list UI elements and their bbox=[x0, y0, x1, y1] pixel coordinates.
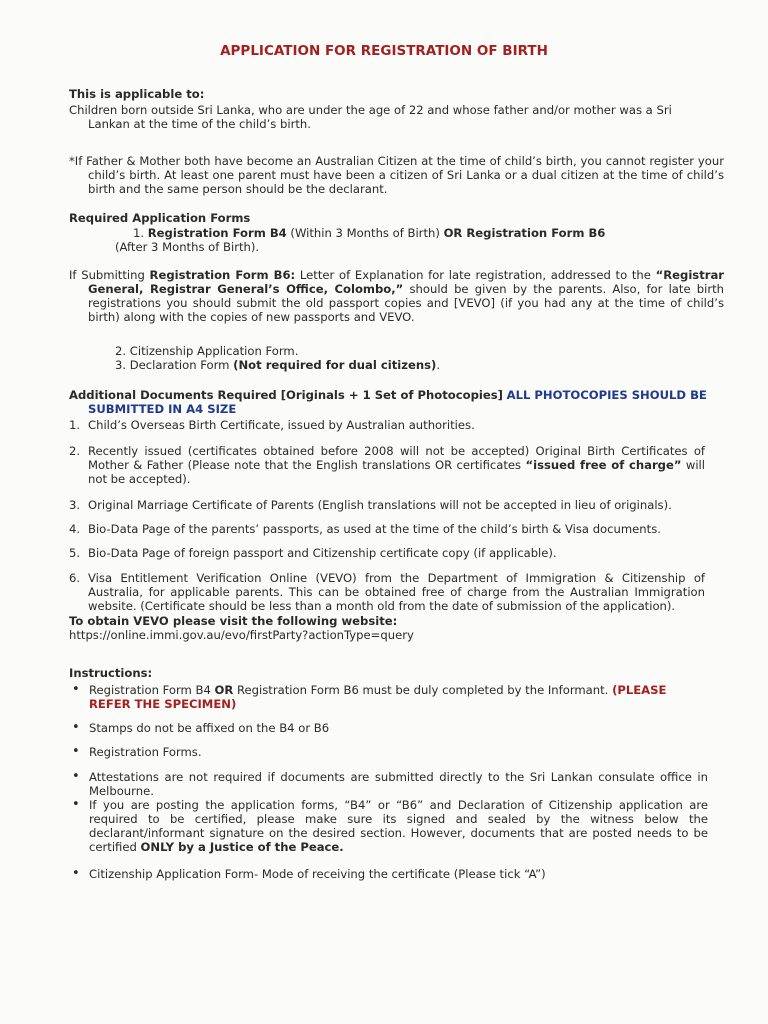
form-b6-timing: (After 3 Months of Birth). bbox=[115, 240, 260, 254]
doc-item-3: 3. Original Marriage Certificate of Parents (English translations will not be accepted in lieu of originals). bbox=[69, 498, 672, 512]
b6-text-c: Letter of Explanation for late registration, addressed to the bbox=[295, 268, 656, 282]
required-form-item-1 bbox=[69, 226, 709, 240]
instruction-item-5: • If you are posting the application forms, “B4” or “B6” and Declaration of Citizenship application are required to be certified, please make sure its signed and sealed by the witness below the declarant/informant signature on the desired section. However, documents that are posted needs to be certified ONLY by a Justice of the Peace. bbox=[72, 797, 708, 854]
bullet-icon: • bbox=[72, 744, 80, 759]
doc-item-5: 5. Bio-Data Page of foreign passport and Citizenship certificate copy (if applicable). bbox=[69, 546, 557, 560]
instruction-item-6: • Citizenship Application Form- Mode of receiving the certificate (Please tick “A”) bbox=[72, 866, 546, 881]
form-b4-label: Registration Form B4 bbox=[147, 226, 287, 240]
additional-heading: Additional Documents Required [Originals + 1 Set of Photocopies] bbox=[69, 388, 503, 402]
instruction-item-1: • Registration Form B4 OR Registration Form B6 must be duly completed by the Informant. (PLEASE REFER THE SPECIMEN) bbox=[72, 682, 667, 711]
b6-text-a: If Submitting bbox=[69, 268, 150, 282]
vevo-heading: To obtain VEVO please visit the following website: bbox=[69, 614, 398, 628]
bullet-icon: • bbox=[72, 720, 80, 735]
item-number: 1. bbox=[133, 226, 145, 240]
justice-of-peace-note: ONLY by a Justice of the Peace. bbox=[140, 840, 344, 854]
instruction-item-4: • Attestations are not required if documents are submitted directly to the Sri Lankan consulate office in Melbourne. bbox=[72, 769, 708, 798]
b6-text-b: Registration Form B6: bbox=[149, 268, 296, 282]
page-title: APPLICATION FOR REGISTRATION OF BIRTH bbox=[220, 43, 548, 59]
b6-text-d: “Registrar General, Registrar General’s Office, Colombo,” bbox=[88, 268, 725, 296]
applicable-section bbox=[69, 87, 709, 131]
doc-item-2: 2. Recently issued (certificates obtained before 2008 will not be accepted) Original Birth Certificates of Mother & Father (Please note that the English translations OR certificates “issued free of charge” will not be accepted). bbox=[69, 444, 705, 486]
bullet-icon: • bbox=[72, 682, 80, 697]
required-form-item-3: 3. Declaration Form (Not required for dual citizens). bbox=[115, 358, 441, 372]
doc-item-6: 6. Visa Entitlement Verification Online (VEVO) from the Department of Immigration & Citizenship of Australia, for applicable parents. This can be obtained free of charge from the Australian Immigration website. (Certificate should be less than a month old from the date of submission of the application). bbox=[69, 571, 705, 613]
applicable-heading: This is applicable to: bbox=[69, 87, 205, 101]
vevo-url-link[interactable]: https://online.immi.gov.au/evo/firstParty?actionType=query bbox=[69, 628, 414, 642]
required-forms-section bbox=[69, 211, 709, 254]
specimen-note: (PLEASE REFER THE SPECIMEN) bbox=[89, 683, 667, 711]
required-forms-more bbox=[69, 344, 709, 372]
applicable-text: Children born outside Sri Lanka, who are under the age of 22 and whose father and/or mother was a Sri Lankan at the time of the child’s birth. bbox=[69, 103, 672, 131]
instructions-heading: Instructions: bbox=[69, 666, 153, 680]
bullet-icon: • bbox=[72, 797, 80, 812]
required-forms-heading: Required Application Forms bbox=[69, 211, 251, 225]
b6-text-e: should be given by the parents. Also, for late birth registrations you should submit the old passport copies and [VEVO] (if you had any at the time of child’s birth) along with the copies of new passports and VEVO. bbox=[88, 282, 725, 324]
photocopy-requirement: ALL PHOTOCOPIES SHOULD BE SUBMITTED IN A4 SIZE bbox=[88, 388, 707, 416]
required-form-item-2: 2. Citizenship Application Form. bbox=[115, 344, 299, 358]
form-b6-paragraph bbox=[69, 268, 724, 324]
doc-item-1: 1. Child’s Overseas Birth Certificate, issued by Australian authorities. bbox=[69, 418, 475, 432]
bullet-icon: • bbox=[72, 769, 80, 784]
doc-item-4: 4. Bio-Data Page of the parents’ passports, as used at the time of the child’s birth & Visa documents. bbox=[69, 522, 661, 536]
form-b6-label: OR Registration Form B6 bbox=[443, 226, 606, 240]
vevo-section bbox=[69, 614, 709, 642]
citizenship-note: *If Father & Mother both have become an Australian Citizen at the time of child’s birth, you cannot register your child’s birth. At least one parent must have been a citizen of Sri Lanka or a dual citizen at the time of child’s birth and the same person should be the declarant. bbox=[69, 154, 724, 196]
dual-citizen-note: (Not required for dual citizens) bbox=[233, 358, 437, 372]
instruction-item-2: • Stamps do not be affixed on the B4 or B6 bbox=[72, 720, 330, 735]
instruction-item-3: • Registration Forms. bbox=[72, 744, 202, 759]
additional-docs-heading bbox=[69, 388, 709, 416]
bullet-icon: • bbox=[72, 866, 80, 881]
form-b4-timing: (Within 3 Months of Birth) bbox=[286, 226, 444, 240]
